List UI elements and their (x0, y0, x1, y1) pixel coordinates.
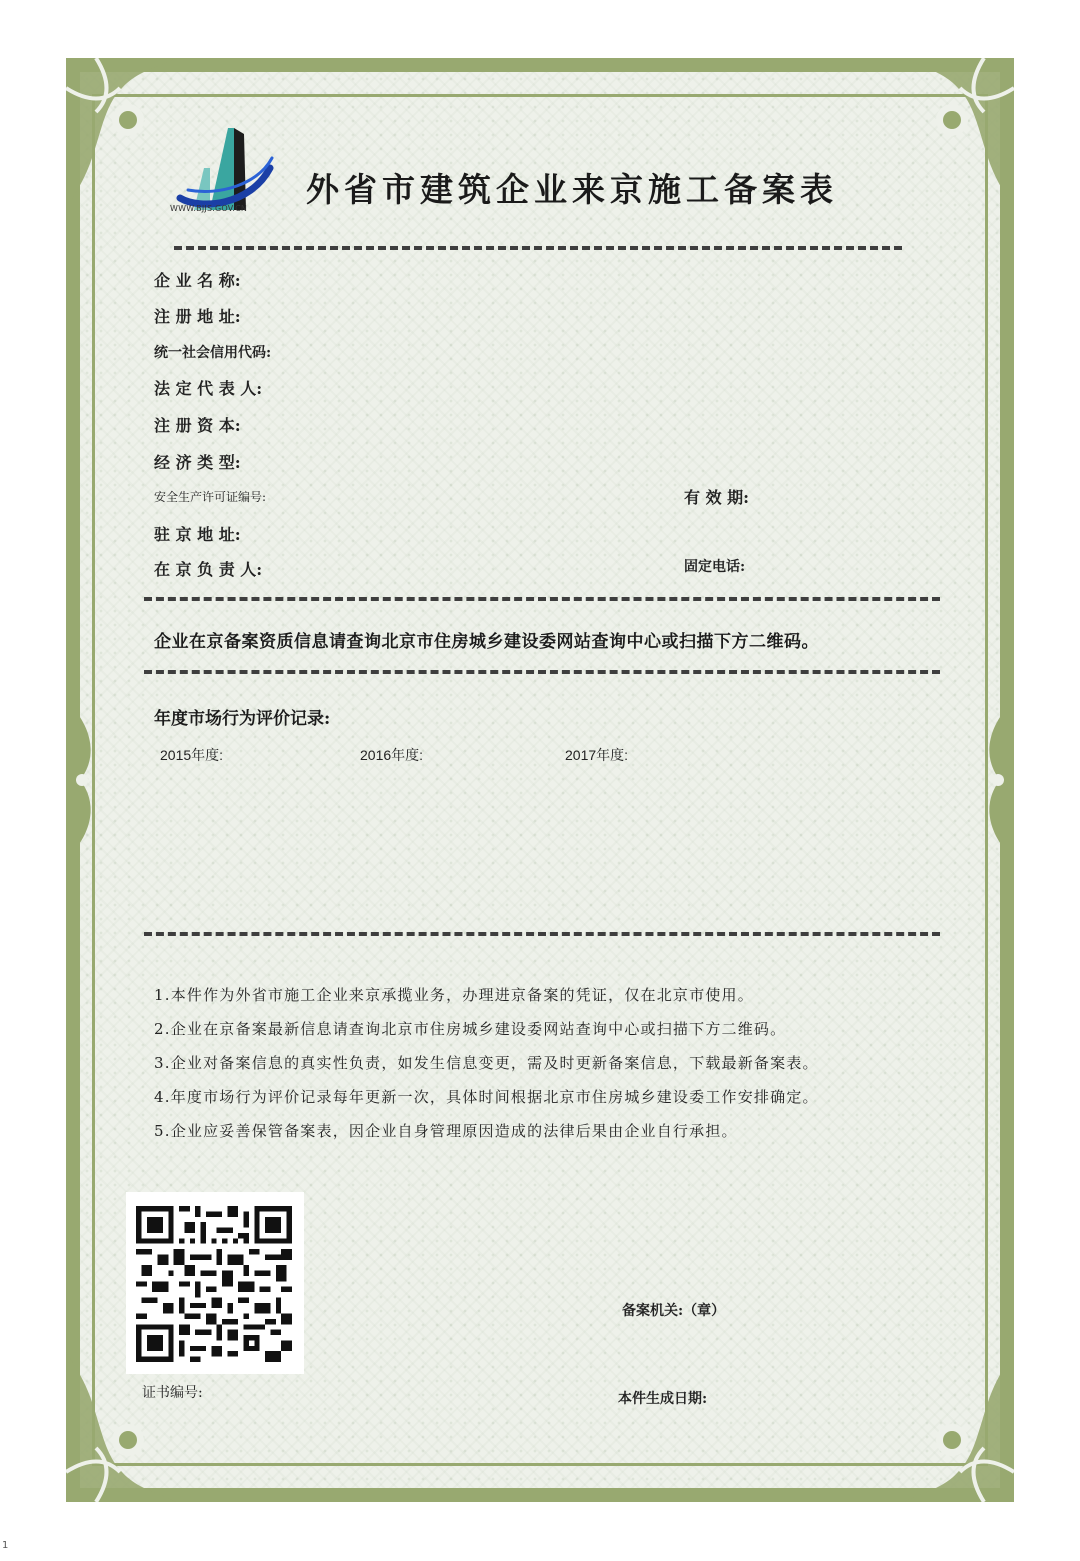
corner-ornament-bottom-left (66, 1352, 216, 1502)
qr-code-icon (136, 1206, 292, 1362)
evaluation-title: 年度市场行为评价记录: (154, 709, 331, 729)
logo-url-text: WWW.BJJS.GOV.CN (170, 204, 248, 213)
label-beijing-address: 驻 京 地 址: (154, 525, 241, 544)
year-2016: 2016年度: (360, 747, 424, 763)
stray-mark: 1 (2, 1540, 9, 1551)
year-2017: 2017年度: (565, 747, 629, 763)
filing-authority-seal: 备案机关:（章） (622, 1303, 726, 1319)
label-legal-representative: 法 定 代 表 人: (154, 379, 263, 398)
certificate-number-label: 证书编号: (142, 1385, 203, 1401)
rule-item: 3.企业对备案信息的真实性负责，如发生信息变更，需及时更新备案信息，下载最新备案表。 (154, 1054, 819, 1072)
label-credit-code: 统一社会信用代码: (154, 345, 272, 361)
document-title: 外省市建筑企业来京施工备案表 (306, 170, 838, 209)
label-economic-type: 经 济 类 型: (154, 453, 241, 472)
divider-1 (174, 246, 902, 250)
label-company-name: 企 业 名 称: (154, 271, 241, 290)
year-2015: 2015年度: (160, 747, 224, 763)
divider-2 (144, 597, 940, 601)
label-safety-license: 安全生产许可证编号: (154, 490, 267, 504)
notice-text: 企业在京备案资质信息请查询北京市住房城乡建设委网站查询中心或扫描下方二维码。 (154, 632, 819, 652)
generated-date-label: 本件生成日期: (618, 1391, 708, 1407)
rule-item: 1.本件作为外省市施工企业来京承揽业务，办理进京备案的凭证，仅在北京市使用。 (154, 986, 754, 1004)
rule-item: 4.年度市场行为评价记录每年更新一次，具体时间根据北京市住房城乡建设委工作安排确定。 (154, 1088, 819, 1106)
label-registered-capital: 注 册 资 本: (154, 416, 241, 435)
divider-4 (144, 932, 940, 936)
qr-code-box (126, 1192, 304, 1374)
label-landline: 固定电话: (684, 559, 746, 575)
label-registered-address: 注 册 地 址: (154, 307, 241, 326)
side-ornament-right (974, 700, 1014, 860)
rules-list (154, 978, 819, 1148)
corner-ornament-bottom-right (864, 1352, 1014, 1502)
label-beijing-manager: 在 京 负 责 人: (154, 560, 263, 579)
side-ornament-left (66, 700, 106, 860)
rule-item: 2.企业在京备案最新信息请查询北京市住房城乡建设委网站查询中心或扫描下方二维码。 (154, 1020, 787, 1038)
divider-3 (144, 670, 940, 674)
corner-ornament-top-right (864, 58, 1014, 208)
label-validity: 有 效 期: (684, 488, 750, 507)
rule-item: 5.企业应妥善保管备案表，因企业自身管理原因造成的法律后果由企业自行承担。 (154, 1122, 738, 1140)
